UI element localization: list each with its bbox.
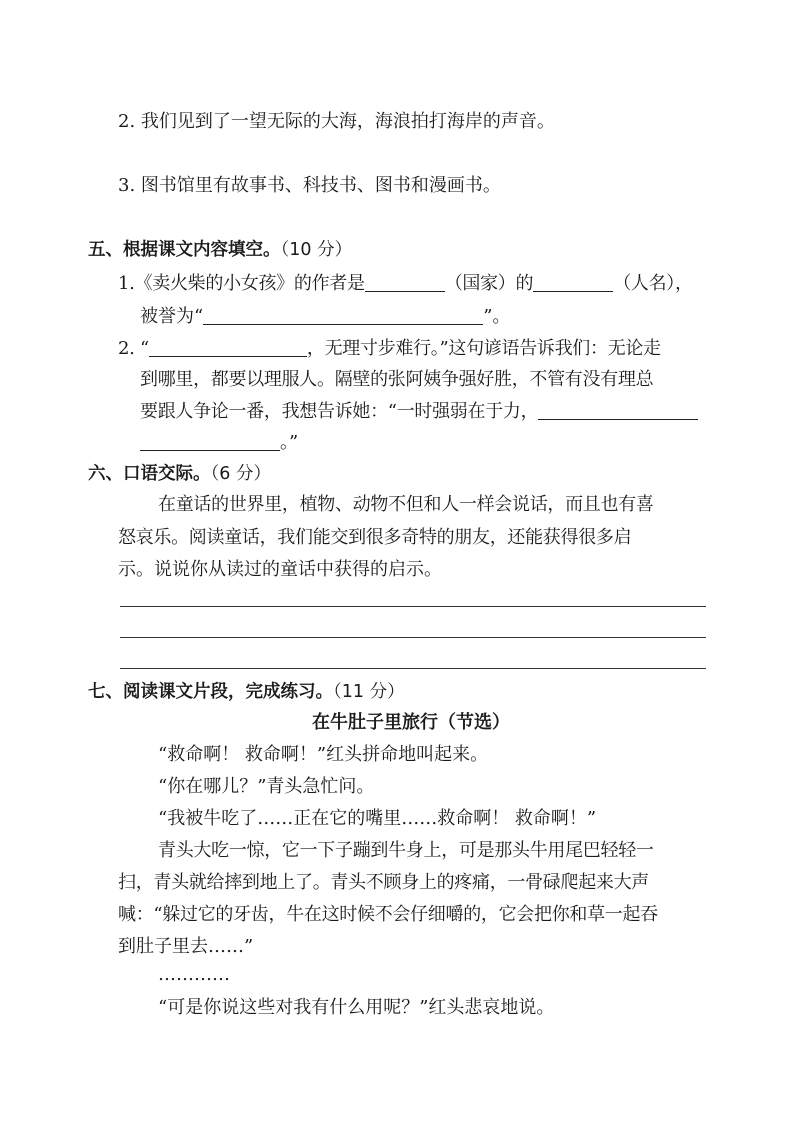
saying-blank-1[interactable] [538, 399, 698, 420]
section-7-points: （11 分） [333, 682, 405, 702]
saying-blank-2[interactable] [140, 430, 280, 451]
proverb-blank[interactable] [149, 336, 307, 357]
s5-q2-text-d: 要跟人争论一番，我想告诉她：“一时强弱在于力， [140, 401, 539, 422]
answer-line-2[interactable] [120, 637, 706, 638]
passage-line-1: “救命啊！ 救命啊！”红头拼命地叫起来。 [158, 744, 489, 765]
section-5-heading [88, 238, 352, 262]
s5-q1-text-e: ”。 [483, 306, 511, 327]
section-6-heading [88, 462, 271, 486]
s5-q2-line4 [140, 430, 298, 455]
s5-q2-text-b: ，无理寸步难行。”这句谚语告诉我们：无论走 [306, 338, 661, 359]
s5-q2-text-a: 2. “ [118, 338, 149, 359]
answer-line-1[interactable] [120, 606, 706, 607]
passage-line-5: 扫，青头就给摔到地上了。青头不顾身上的疼痛，一骨碌爬起来大声 [118, 872, 649, 893]
s5-q1-line2 [140, 304, 510, 329]
passage-line-9: “可是你说这些对我有什么用呢？”红头悲哀地说。 [158, 997, 555, 1018]
passage-title: 在牛肚子里旅行（节选） [312, 712, 510, 733]
s5-q1-text-b: （国家）的 [444, 273, 534, 294]
sentence-3: 3. 图书馆里有故事书、科技书、图书和漫画书。 [118, 175, 501, 196]
passage-line-2: “你在哪儿？”青头急忙问。 [158, 776, 375, 797]
s6-para-line3: 示。说说你从读过的童话中获得的启示。 [118, 559, 442, 580]
passage-line-6: 喊：“躲过它的牙齿，牛在这时候不会仔细嚼的，它会把你和草一起吞 [118, 904, 658, 925]
passage-line-3: “我被牛吃了……正在它的嘴里……救命啊！ 救命啊！” [158, 808, 597, 829]
section-6-points: （6 分） [210, 464, 271, 484]
section-5-points: （10 分） [280, 240, 353, 260]
s5-q2-line3 [140, 399, 698, 424]
s6-para-line2: 怒哀乐。阅读童话，我们能交到很多奇特的朋友，还能获得很多启 [118, 527, 632, 548]
section-7-heading [88, 680, 405, 704]
passage-line-4: 青头大吃一惊，它一下子蹦到牛身上，可是那头牛用尾巴轻轻一 [158, 840, 654, 861]
s5-q1-line1 [118, 271, 693, 296]
s5-q1-text-d: 被誉为“ [140, 306, 204, 327]
section-7-title: 七、阅读课文片段，完成练习。 [88, 682, 333, 702]
section-5-title: 五、根据课文内容填空。 [88, 240, 281, 260]
sentence-2: 2. 我们见到了一望无际的大海，海浪拍打海岸的声音。 [118, 111, 555, 132]
answer-line-3[interactable] [120, 668, 706, 669]
country-blank[interactable] [365, 271, 445, 292]
passage-ellipsis: ………… [158, 964, 230, 985]
s5-q2-text-e: 。” [280, 432, 299, 453]
section-6-title: 六、口语交际。 [88, 464, 211, 484]
s5-q1-text-c: （人名）， [613, 273, 693, 294]
title-blank[interactable] [203, 304, 483, 325]
s5-q2-line2: 到哪里，都要以理服人。隔壁的张阿姨争强好胜，不管有没有理总 [140, 369, 654, 390]
passage-line-7: 到肚子里去……” [118, 936, 254, 957]
author-name-blank[interactable] [533, 271, 613, 292]
s5-q2-line1 [118, 336, 661, 361]
s6-para-line1: 在童话的世界里，植物、动物不但和人一样会说话，而且也有喜 [158, 494, 654, 515]
s5-q1-text-a: 1.《卖火柴的小女孩》的作者是 [118, 273, 365, 294]
